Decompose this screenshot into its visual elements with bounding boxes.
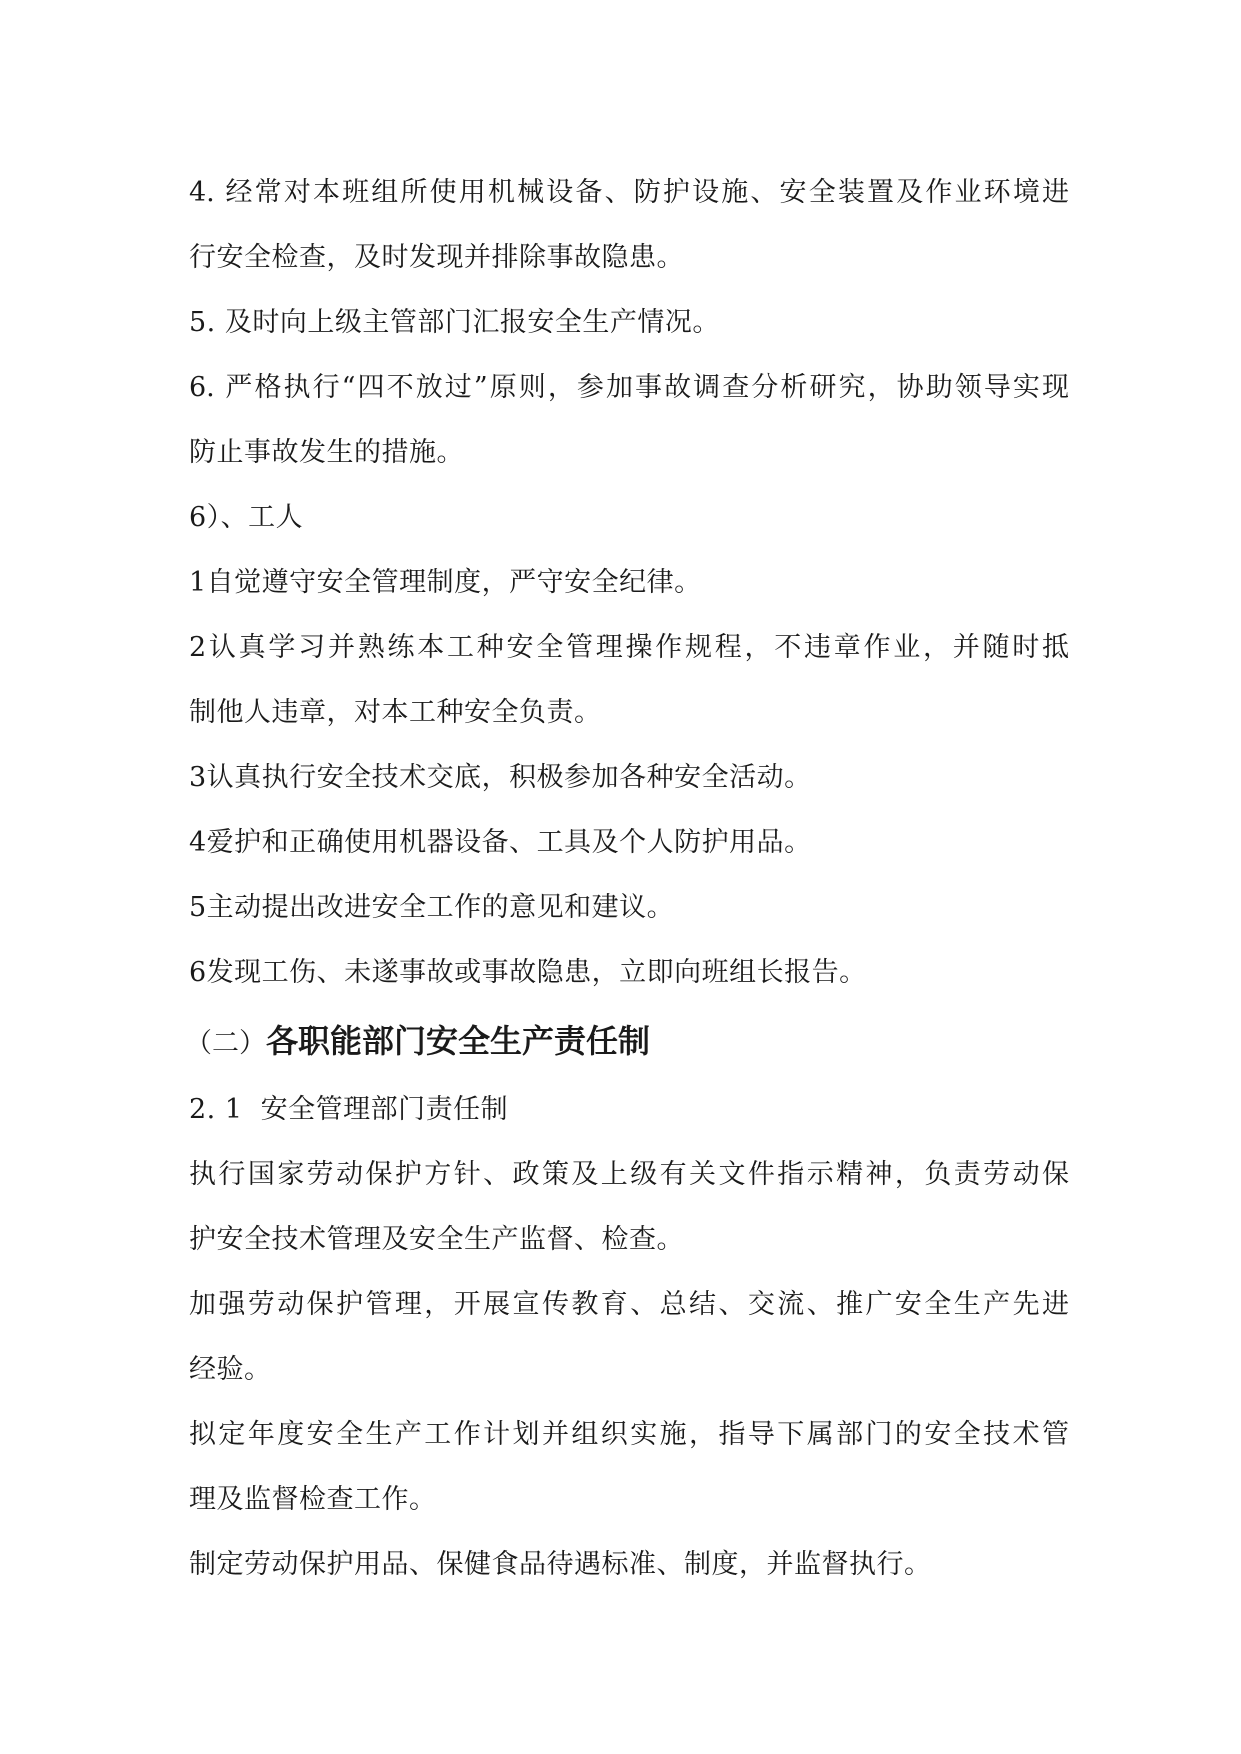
document-body (185, 160, 1069, 1597)
subsection-title: 6）、工人 (189, 502, 304, 533)
list-item-continuation: 制他人违章，对本工种安全负责。 (189, 697, 602, 728)
list-item: 2认真学习并熟练本工种安全管理操作规程，不违章作业，并随时抵 (189, 632, 1069, 663)
list-item: 1自觉遵守安全管理制度，严守安全纪律。 (189, 567, 702, 598)
paragraph-line: 4. 经常对本班组所使用机械设备、防护设施、安全装置及作业环境进 (189, 177, 1069, 208)
paragraph-line: 5. 及时向上级主管部门汇报安全生产情况。 (189, 307, 720, 338)
paragraph-line: 拟定年度安全生产工作计划并组织实施，指导下属部门的安全技术管 (189, 1419, 1069, 1450)
paragraph-line: 6. 严格执行“四不放过”原则，参加事故调查分析研究，协助领导实现 (189, 372, 1069, 403)
paragraph-line: 经验。 (189, 1354, 272, 1385)
list-item: 3认真执行安全技术交底，积极参加各种安全活动。 (189, 762, 812, 793)
paragraph-line: 加强劳动保护管理，开展宣传教育、总结、交流、推广安全生产先进 (189, 1289, 1069, 1320)
list-item: 4爱护和正确使用机器设备、工具及个人防护用品。 (189, 827, 812, 858)
paragraph-line: 防止事故发生的措施。 (189, 437, 464, 468)
paragraph-line: 执行国家劳动保护方针、政策及上级有关文件指示精神，负责劳动保 (189, 1159, 1069, 1190)
section-heading (185, 1005, 1069, 1077)
section-heading-number: （二） (185, 1028, 266, 1059)
section-heading-title: 各职能部门安全生产责任制 (266, 1022, 651, 1060)
list-item: 6发现工伤、未遂事故或事故隐患，立即向班组长报告。 (189, 957, 867, 988)
paragraph-line: 制定劳动保护用品、保健食品待遇标准、制度，并监督执行。 (189, 1549, 932, 1580)
paragraph-line: 行安全检查，及时发现并排除事故隐患。 (189, 242, 684, 273)
list-item: 5主动提出改进安全工作的意见和建议。 (189, 892, 675, 923)
subsection-title: 2. 1 安全管理部门责任制 (189, 1094, 509, 1125)
paragraph-line: 理及监督检查工作。 (189, 1484, 437, 1515)
paragraph-line: 护安全技术管理及安全生产监督、检查。 (189, 1224, 684, 1255)
